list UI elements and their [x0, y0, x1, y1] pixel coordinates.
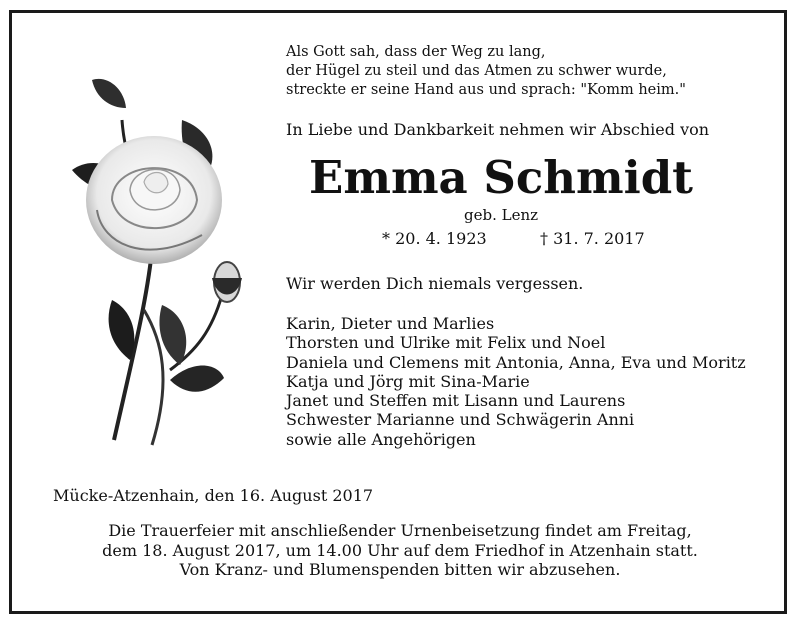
service-line: Die Trauerfeier mit anschließender Urnenbeisetzung findet am Freitag,: [108, 521, 692, 540]
poem: [286, 43, 686, 100]
death-date: † 31. 7. 2017: [540, 229, 645, 248]
place-date: Mücke-Atzenhain, den 16. August 2017: [53, 486, 374, 505]
birth-date: * 20. 4. 1923: [382, 229, 487, 248]
deceased-name: Emma Schmidt: [309, 151, 693, 204]
poem-line: Als Gott sah, dass der Weg zu lang,: [286, 44, 546, 60]
farewell-intro: In Liebe und Dankbarkeit nehmen wir Abschied von: [286, 120, 710, 139]
poem-line: der Hügel zu steil und das Atmen zu schwer wurde,: [286, 63, 667, 79]
mourner-line: Karin, Dieter und Marlies: [286, 314, 495, 333]
poem-line: streckte er seine Hand aus und sprach: "Komm heim.": [286, 82, 686, 98]
mourner-line: sowie alle Angehörigen: [286, 429, 476, 449]
mourner-line: Thorsten und Ulrike mit Felix und Noel: [286, 333, 606, 353]
mourner-line: Katja und Jörg mit Sina-Marie: [286, 371, 530, 391]
maiden-name: geb. Lenz: [463, 206, 539, 224]
rose-illustration: [52, 60, 252, 450]
remembrance-line: Wir werden Dich niemals vergessen.: [286, 274, 584, 293]
service-line: dem 18. August 2017, um 14.00 Uhr auf dem Friedhof in Atzenhain statt.: [102, 540, 698, 560]
mourners-list: [286, 314, 746, 449]
mourner-line: Schwester Marianne und Schwägerin Anni: [286, 410, 635, 430]
service-info: [20, 521, 780, 580]
service-line: Von Kranz- und Blumenspenden bitten wir abzusehen.: [179, 560, 621, 579]
mourner-line: Daniela und Clemens mit Antonia, Anna, Eva und Moritz: [286, 352, 746, 372]
mourner-line: Janet und Steffen mit Lisann und Laurens: [286, 391, 626, 411]
